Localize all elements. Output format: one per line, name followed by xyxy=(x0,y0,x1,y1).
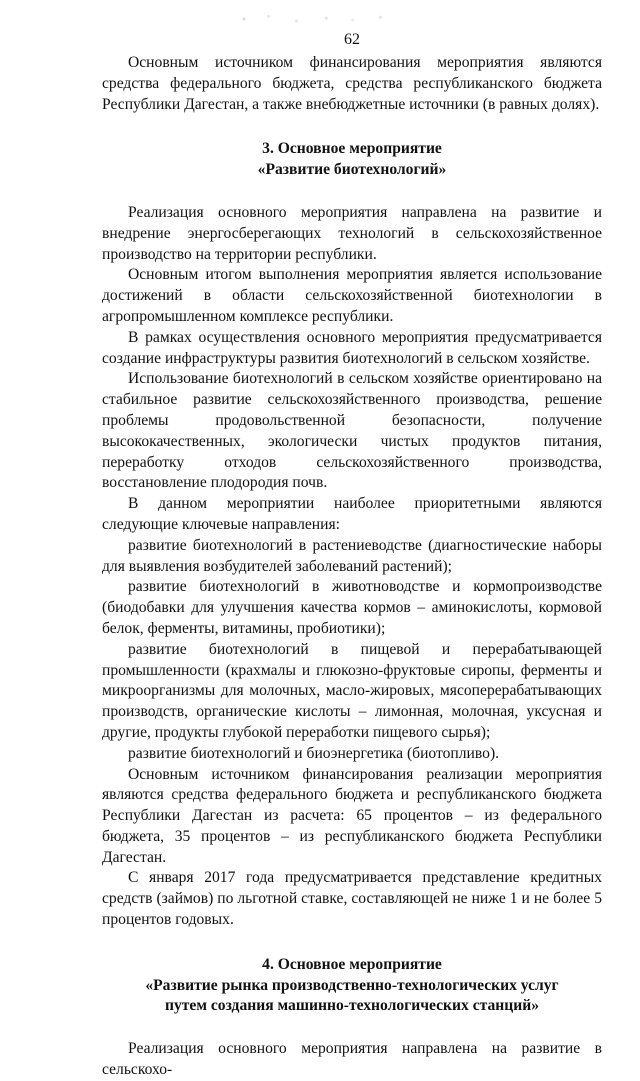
section-3-paragraph: Основным источником финансирования реализации мероприятия являются средства федерального бюджета и республиканского бюджета Республики Дагестан из расчета: 65 процентов – из федерального бюджета, 35 процентов – из республиканского бюджета Республики Дагестан. xyxy=(102,765,602,866)
spacer xyxy=(102,181,602,203)
section-3-heading-line-2: «Развитие биотехнологий» xyxy=(257,161,447,179)
section-3-heading-line-1: 3. Основное мероприятие xyxy=(262,140,442,158)
section-3-paragraph: В рамках осуществления основного мероприятия предусматривается создание инфраструктуры развития биотехнологий в сельском хозяйстве. xyxy=(102,328,602,367)
spacer xyxy=(102,931,602,955)
section-3-list-item: развитие биотехнологий в растениеводстве (диагностические наборы для выявления возбудителей заболеваний растений); xyxy=(102,536,602,575)
document-content xyxy=(102,53,602,1081)
spacer xyxy=(102,1017,602,1039)
section-3-paragraph: В данном мероприятии наиболее приоритетными являются следующие ключевые направления: xyxy=(102,495,602,533)
section-4-heading-line-2: «Развитие рынка производственно-технологических услуг xyxy=(145,976,559,994)
section-3-paragraph: Основным итогом выполнения мероприятия является использование достижений в области сельскохозяйственной биотехнологии в агропромышленном комплексе республики. xyxy=(102,266,602,325)
page-number: 62 xyxy=(344,31,360,48)
scan-artifact xyxy=(230,10,405,28)
section-3-list-item: развитие биотехнологий в животноводстве и кормопроизводстве (биодобавки для улучшения качества кормов – аминокислоты, кормовой белок, ферменты, витамины, пробиотики); xyxy=(102,578,602,637)
section-3-paragraph: Использование биотехнологий в сельском хозяйстве ориентировано на стабильное развитие сельскохозяйственного производства, решение проблемы продовольственной безопасности, получение высококачественных, экологически чистых продуктов питания, переработку отходов сельскохозяйственного производства, восстановление плодородия почв. xyxy=(102,370,602,492)
intro-paragraph: Основным источником финансирования мероприятия являются средства федерального бюджета, средства республиканского бюджета Республики Дагестан, а также внебюджетные источники (в равных долях). xyxy=(102,54,602,113)
section-4-heading-line-3: путем создания машинно-технологических станций» xyxy=(164,997,540,1015)
section-3-paragraph: Реализация основного мероприятия направлена на развитие и внедрение энергосберегающих технологий в сельскохозяйственное производство на территории республики. xyxy=(102,203,602,263)
section-3-list-item: развитие биотехнологий и биоэнергетика (биотопливо). xyxy=(128,744,500,762)
section-3-paragraph: С января 2017 года предусматривается представление кредитных средств (займов) по льготной ставке, составляющей не ниже 1 и не более 5 процентов годовых. xyxy=(102,869,602,929)
section-3-list-item: развитие биотехнологий в пищевой и перерабатывающей промышленности (крахмалы и глюкозно-фруктовые сиропы, ферменты и микроорганизмы для молочных, масло-жировых, мясоперерабатывающих производств, органические кислоты – лимонная, молочная, уксусная и другие, продукты глубокой переработки пищевого сырья); xyxy=(102,640,602,741)
section-4-paragraph: Реализация основного мероприятия направлена на развитие в сельскохо- xyxy=(102,1040,602,1079)
section-4-heading-line-1: 4. Основное мероприятие xyxy=(262,955,442,973)
spacer xyxy=(102,115,602,139)
